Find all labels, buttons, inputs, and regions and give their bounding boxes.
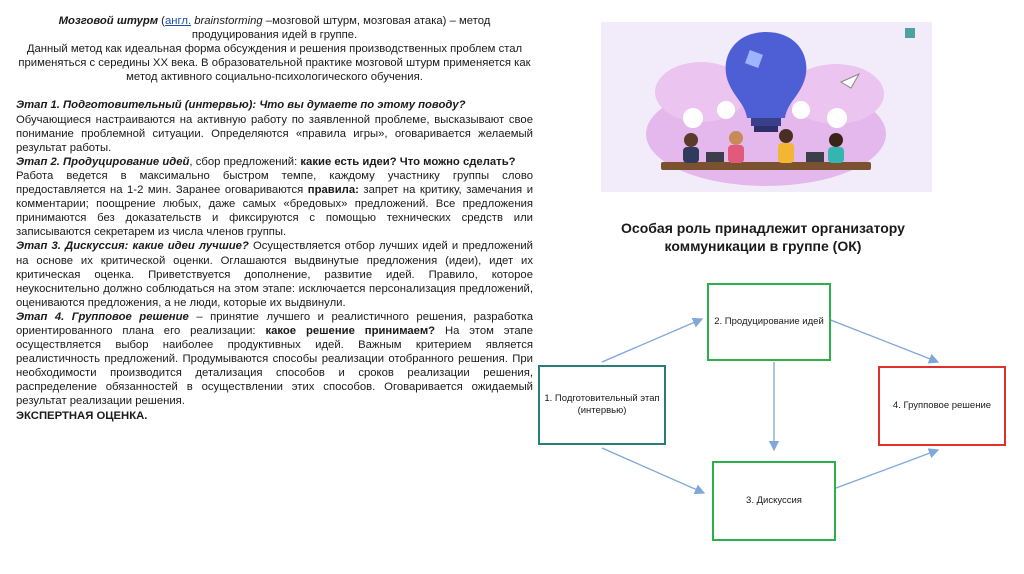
stage-4-title: Этап 4. Групповое решение bbox=[16, 310, 189, 323]
stage-box-2 bbox=[707, 283, 831, 361]
laptop-icon bbox=[806, 152, 824, 162]
bulb-base-1 bbox=[751, 118, 781, 126]
stage-4-text-b: На этом этапе осуществляется выбор наиболее продуктивных идей. Важным критерием является реалистичность предложений. Продумываются способы реализации отобранного решения. При необходимости производится детализация способов и сроков реализации решения, распределение обязанностей в осуществлении этих способов. Оговаривается ожидаемый результат реализации решения. bbox=[16, 324, 534, 408]
foreign-term: brainstorming bbox=[191, 15, 266, 27]
stage-2-rules: правила: bbox=[307, 184, 359, 197]
desk bbox=[661, 162, 871, 170]
stage-box-2-label: 2. Продуцирование идей bbox=[714, 316, 824, 327]
speech-bubble-icon bbox=[792, 101, 810, 119]
stage-box-3 bbox=[712, 461, 836, 541]
stage-1-title: Этап 1. Подготовительный (интервью): Что вы думаете по этому поводу? bbox=[16, 99, 466, 112]
bulb-base-2 bbox=[754, 126, 778, 132]
stage-2-mid: , сбор предложений: bbox=[189, 155, 301, 168]
expert-evaluation: ЭКСПЕРТНАЯ ОЦЕНКА. bbox=[16, 409, 148, 422]
arrow-2-to-4 bbox=[828, 319, 938, 362]
stage-2-question: какие есть идеи? Что можно сделать? bbox=[300, 155, 516, 168]
speech-bubble-icon bbox=[717, 101, 735, 119]
stage-2-text-b: запрет на критику, замечания и комментарии; поощрение любых, даже самых «бредовых» предложений. Все предложения принимаются без доказательств и фиксируются с помощью технических средств или записываются секретарем из числа членов группы. bbox=[16, 184, 534, 239]
stage-box-1 bbox=[538, 365, 666, 445]
laptop-icon bbox=[706, 152, 724, 162]
stage-4 bbox=[16, 310, 533, 409]
process-diagram bbox=[530, 278, 1024, 574]
person-1 bbox=[684, 133, 698, 147]
stage-box-1-label: 1. Подготовительный этап (интервью) bbox=[544, 393, 660, 416]
logo-icon bbox=[905, 28, 915, 38]
method-description bbox=[16, 14, 533, 423]
stage-box-3-label: 3. Дискуссия bbox=[746, 495, 802, 506]
stage-4-question: какое решение принимаем? bbox=[265, 324, 436, 337]
intro-paragraph bbox=[16, 14, 533, 42]
term: Мозговой штурм bbox=[58, 15, 159, 27]
speech-bubble-icon bbox=[683, 108, 703, 128]
stage-box-4-label: 4. Групповое решение bbox=[892, 400, 992, 411]
illustration-svg bbox=[601, 22, 932, 192]
stage-3 bbox=[16, 239, 533, 309]
history-paragraph: Данный метод как идеальная форма обсуждения и решения производственных проблем стал применяться с середины XX века. В образовательной практике мозговой штурм применяется как метод активного социально-психологического обучения. bbox=[18, 43, 531, 84]
english-link[interactable]: англ. bbox=[164, 15, 192, 27]
person-2 bbox=[729, 131, 743, 145]
stage-2-text-a: Работа ведется в максимально быстром темпе, каждому участнику группы слово предоставляется на 1-2 мин. Заранее оговариваются bbox=[16, 169, 533, 197]
arrow-1-to-2 bbox=[602, 319, 702, 362]
person-3 bbox=[779, 129, 793, 143]
stage-3-title: Этап 3. Дискуссия: какие идеи лучшие? bbox=[16, 240, 249, 253]
stage-2 bbox=[16, 155, 533, 240]
ok-title: Особая роль принадлежит организатору коммуникации в группе (ОК) bbox=[621, 220, 905, 254]
stage-2-title: Этап 2. Продуцирование идей bbox=[16, 155, 190, 168]
stage-1 bbox=[16, 98, 533, 154]
person-4 bbox=[829, 133, 843, 147]
paren: ( bbox=[158, 15, 165, 27]
arrow-3-to-4 bbox=[828, 450, 938, 491]
brainstorm-illustration bbox=[601, 22, 932, 192]
speech-bubble-icon bbox=[827, 108, 847, 128]
stage-4-text-a: – принятие лучшего и реалистичного решения, разработка ориентированного плана его реализации: bbox=[16, 310, 533, 337]
definition: –мозговой штурм, мозговая атака) – метод продуцирования идей в группе. bbox=[191, 15, 491, 42]
arrow-1-to-3 bbox=[602, 448, 704, 493]
stage-3-text: Осуществляется отбор лучших идей и предложений на основе их критической оценки. Оглашаются выдвинутые предложения (идеи), идет их критическая оценка. Приветствуется дополнение, развитие идей. Правило, которое неукоснительно должно соблюдаться на этом этапе: исключается персонализация предложений, оцениваются предложения, а не люди, которые их выдвинули. bbox=[16, 240, 533, 309]
stage-1-text: Обучающиеся настраиваются на активную работу по заявленной проблеме, высказывают свое понимание проблемной ситуации. Определяются «правила игры», оговаривается желаемый результат работы. bbox=[16, 113, 533, 154]
stage-box-4 bbox=[878, 366, 1006, 446]
